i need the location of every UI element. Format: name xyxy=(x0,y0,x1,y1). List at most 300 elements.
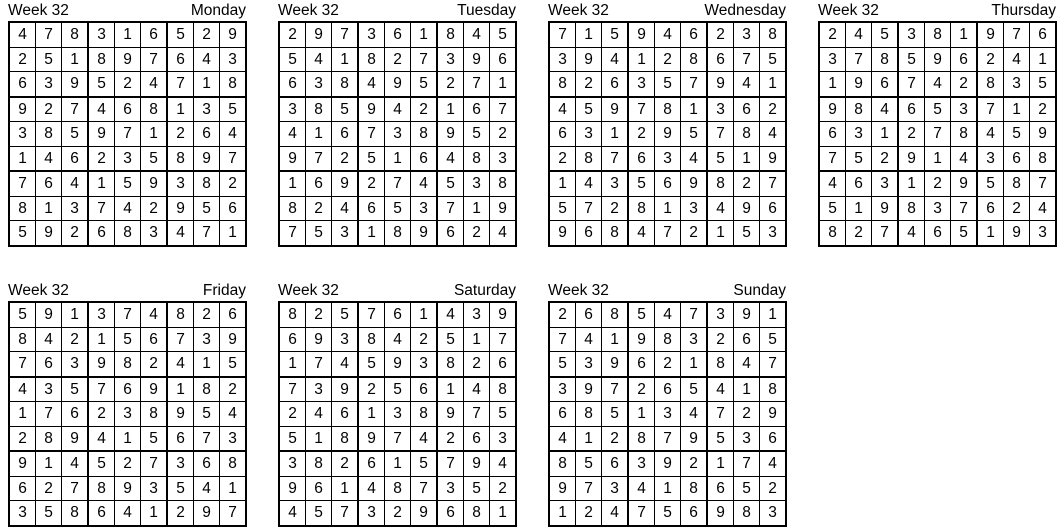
grid-cell: 2 xyxy=(576,501,602,526)
grid-cell: 4 xyxy=(760,122,787,147)
grid-cell: 2 xyxy=(358,377,385,402)
grid-cell: 8 xyxy=(549,451,576,476)
grid-cell: 2 xyxy=(411,97,438,122)
grid-cell: 2 xyxy=(602,196,629,221)
day-label: Friday xyxy=(202,282,246,299)
grid-cell: 4 xyxy=(62,451,89,476)
grid-cell: 5 xyxy=(279,426,306,451)
grid-cell: 1 xyxy=(332,476,359,501)
week-label: Week 32 xyxy=(278,2,339,19)
puzzle-header xyxy=(548,280,794,301)
grid-cell: 4 xyxy=(760,451,787,476)
grid-cell: 5 xyxy=(9,302,36,327)
grid-cell: 6 xyxy=(602,72,629,97)
grid-cell: 6 xyxy=(898,97,925,122)
grid-cell: 7 xyxy=(437,196,464,221)
grid-cell: 6 xyxy=(194,451,220,476)
grid-cell: 7 xyxy=(681,302,708,327)
grid-row xyxy=(9,476,246,501)
grid-cell: 3 xyxy=(734,22,760,47)
grid-cell: 5 xyxy=(115,327,141,352)
grid-cell: 7 xyxy=(220,501,247,526)
grid-cell: 4 xyxy=(36,146,62,171)
grid-cell: 1 xyxy=(628,402,655,427)
grid-cell: 3 xyxy=(141,221,168,246)
grid-cell: 6 xyxy=(734,327,760,352)
grid-cell: 2 xyxy=(167,501,194,526)
grid-cell: 5 xyxy=(628,171,655,196)
grid-cell: 9 xyxy=(951,171,978,196)
grid-cell: 5 xyxy=(167,22,194,47)
week-label: Week 32 xyxy=(548,2,609,19)
grid-cell: 2 xyxy=(734,402,760,427)
week-label: Week 32 xyxy=(8,2,69,19)
grid-cell: 1 xyxy=(760,302,787,327)
grid-cell: 3 xyxy=(464,302,490,327)
grid-cell: 6 xyxy=(655,171,681,196)
grid-cell: 6 xyxy=(576,302,602,327)
grid-cell: 9 xyxy=(655,451,681,476)
grid-cell: 2 xyxy=(115,451,141,476)
grid-cell: 4 xyxy=(115,501,141,526)
grid-cell: 1 xyxy=(898,171,925,196)
grid-cell: 4 xyxy=(872,97,899,122)
grid-cell: 9 xyxy=(576,47,602,72)
grid-cell: 4 xyxy=(707,377,734,402)
grid-cell: 2 xyxy=(1004,196,1030,221)
grid-cell: 1 xyxy=(220,476,247,501)
grid-cell: 6 xyxy=(141,22,168,47)
grid-cell: 2 xyxy=(437,426,464,451)
grid-cell: 9 xyxy=(411,221,438,246)
sudoku-grid xyxy=(8,21,247,247)
grid-cell: 8 xyxy=(846,97,872,122)
grid-cell: 3 xyxy=(332,327,359,352)
week-label: Week 32 xyxy=(548,282,609,299)
grid-cell: 9 xyxy=(332,377,359,402)
grid-cell: 5 xyxy=(411,451,438,476)
grid-row xyxy=(9,221,246,246)
grid-cell: 5 xyxy=(819,196,846,221)
grid-cell: 5 xyxy=(437,327,464,352)
grid-cell: 9 xyxy=(194,501,220,526)
grid-cell: 9 xyxy=(411,501,438,526)
grid-cell: 9 xyxy=(115,47,141,72)
grid-cell: 2 xyxy=(707,327,734,352)
grid-cell: 2 xyxy=(628,122,655,147)
grid-cell: 1 xyxy=(62,47,89,72)
grid-cell: 1 xyxy=(490,501,517,526)
grid-cell: 9 xyxy=(576,377,602,402)
grid-cell: 2 xyxy=(88,146,115,171)
grid-cell: 8 xyxy=(1030,146,1057,171)
grid-cell: 1 xyxy=(358,221,385,246)
grid-cell: 8 xyxy=(332,426,359,451)
grid-cell: 8 xyxy=(490,377,517,402)
grid-cell: 2 xyxy=(655,352,681,377)
grid-cell: 9 xyxy=(628,22,655,47)
grid-cell: 8 xyxy=(655,327,681,352)
grid-cell: 7 xyxy=(707,402,734,427)
grid-cell: 3 xyxy=(220,47,247,72)
grid-cell: 1 xyxy=(306,122,332,147)
grid-cell: 2 xyxy=(437,72,464,97)
grid-cell: 9 xyxy=(549,476,576,501)
grid-cell: 4 xyxy=(141,302,168,327)
grid-cell: 6 xyxy=(167,47,194,72)
grid-cell: 1 xyxy=(36,196,62,221)
grid-cell: 7 xyxy=(411,476,438,501)
grid-cell: 5 xyxy=(872,22,899,47)
grid-cell: 7 xyxy=(576,476,602,501)
grid-cell: 8 xyxy=(549,72,576,97)
grid-cell: 6 xyxy=(977,196,1004,221)
grid-row xyxy=(9,352,246,377)
grid-cell: 8 xyxy=(167,302,194,327)
grid-row xyxy=(9,22,246,47)
grid-cell: 6 xyxy=(1004,146,1030,171)
grid-cell: 1 xyxy=(576,22,602,47)
grid-cell: 8 xyxy=(760,377,787,402)
grid-cell: 8 xyxy=(602,302,629,327)
grid-cell: 3 xyxy=(194,327,220,352)
grid-row xyxy=(279,122,516,147)
grid-cell: 8 xyxy=(437,352,464,377)
grid-cell: 6 xyxy=(437,501,464,526)
grid-cell: 6 xyxy=(464,426,490,451)
grid-cell: 5 xyxy=(279,47,306,72)
grid-cell: 2 xyxy=(464,352,490,377)
grid-cell: 5 xyxy=(760,327,787,352)
grid-cell: 7 xyxy=(951,196,978,221)
day-label: Monday xyxy=(190,2,246,19)
grid-cell: 2 xyxy=(332,146,359,171)
grid-cell: 3 xyxy=(167,451,194,476)
grid-cell: 2 xyxy=(951,72,978,97)
grid-cell: 7 xyxy=(36,402,62,427)
grid-row xyxy=(9,171,246,196)
grid-cell: 7 xyxy=(358,122,385,147)
grid-cell: 9 xyxy=(760,402,787,427)
grid-cell: 7 xyxy=(819,146,846,171)
grid-cell: 3 xyxy=(628,451,655,476)
grid-cell: 3 xyxy=(1004,72,1030,97)
grid-cell: 6 xyxy=(385,22,411,47)
grid-cell: 4 xyxy=(115,196,141,221)
grid-cell: 9 xyxy=(846,72,872,97)
grid-cell: 7 xyxy=(194,426,220,451)
grid-cell: 1 xyxy=(681,97,708,122)
grid-cell: 2 xyxy=(707,22,734,47)
grid-cell: 1 xyxy=(490,72,517,97)
grid-cell: 7 xyxy=(385,426,411,451)
grid-cell: 8 xyxy=(306,451,332,476)
grid-cell: 9 xyxy=(9,97,36,122)
grid-row xyxy=(549,377,786,402)
week-label: Week 32 xyxy=(278,282,339,299)
grid-cell: 6 xyxy=(549,402,576,427)
grid-row xyxy=(279,72,516,97)
grid-cell: 6 xyxy=(36,352,62,377)
grid-cell: 1 xyxy=(602,122,629,147)
grid-row xyxy=(9,146,246,171)
grid-row xyxy=(9,196,246,221)
grid-cell: 2 xyxy=(549,302,576,327)
grid-cell: 6 xyxy=(332,122,359,147)
grid-row xyxy=(9,122,246,147)
grid-cell: 9 xyxy=(279,146,306,171)
grid-cell: 3 xyxy=(385,402,411,427)
grid-cell: 2 xyxy=(411,327,438,352)
grid-cell: 7 xyxy=(385,171,411,196)
grid-cell: 6 xyxy=(279,327,306,352)
week-label: Week 32 xyxy=(818,2,879,19)
grid-cell: 8 xyxy=(141,97,168,122)
grid-cell: 2 xyxy=(628,377,655,402)
grid-cell: 1 xyxy=(279,352,306,377)
grid-cell: 8 xyxy=(1004,171,1030,196)
grid-cell: 1 xyxy=(846,196,872,221)
grid-row xyxy=(549,221,786,246)
grid-cell: 7 xyxy=(707,122,734,147)
grid-cell: 5 xyxy=(707,146,734,171)
grid-cell: 1 xyxy=(115,426,141,451)
grid-cell: 2 xyxy=(898,122,925,147)
grid-cell: 7 xyxy=(760,171,787,196)
grid-cell: 6 xyxy=(220,302,247,327)
grid-cell: 9 xyxy=(898,146,925,171)
grid-cell: 9 xyxy=(681,171,708,196)
grid-cell: 9 xyxy=(490,302,517,327)
grid-cell: 1 xyxy=(707,451,734,476)
grid-cell: 8 xyxy=(655,97,681,122)
grid-cell: 1 xyxy=(9,402,36,427)
grid-cell: 8 xyxy=(9,196,36,221)
grid-cell: 1 xyxy=(655,196,681,221)
grid-cell: 3 xyxy=(88,302,115,327)
grid-cell: 1 xyxy=(88,171,115,196)
grid-cell: 8 xyxy=(36,122,62,147)
grid-cell: 1 xyxy=(681,352,708,377)
grid-cell: 3 xyxy=(194,97,220,122)
grid-cell: 4 xyxy=(88,426,115,451)
grid-cell: 3 xyxy=(115,402,141,427)
grid-row xyxy=(279,97,516,122)
grid-cell: 5 xyxy=(220,352,247,377)
grid-cell: 8 xyxy=(88,47,115,72)
grid-cell: 5 xyxy=(846,146,872,171)
grid-cell: 1 xyxy=(358,402,385,427)
grid-cell: 1 xyxy=(115,22,141,47)
grid-cell: 3 xyxy=(707,97,734,122)
grid-cell: 9 xyxy=(9,451,36,476)
grid-cell: 7 xyxy=(490,97,517,122)
grid-cell: 7 xyxy=(490,327,517,352)
grid-cell: 7 xyxy=(411,47,438,72)
grid-cell: 3 xyxy=(734,426,760,451)
grid-cell: 3 xyxy=(602,171,629,196)
grid-cell: 6 xyxy=(490,352,517,377)
grid-cell: 3 xyxy=(385,122,411,147)
grid-cell: 7 xyxy=(898,72,925,97)
grid-cell: 3 xyxy=(358,501,385,526)
grid-cell: 1 xyxy=(385,451,411,476)
grid-cell: 6 xyxy=(951,47,978,72)
grid-cell: 6 xyxy=(760,196,787,221)
sudoku-grid xyxy=(8,301,247,527)
grid-cell: 8 xyxy=(628,426,655,451)
grid-cell: 1 xyxy=(549,171,576,196)
grid-cell: 9 xyxy=(115,476,141,501)
grid-row xyxy=(819,146,1056,171)
grid-cell: 9 xyxy=(872,196,899,221)
grid-cell: 6 xyxy=(411,377,438,402)
grid-cell: 7 xyxy=(220,146,247,171)
grid-row xyxy=(279,451,516,476)
grid-cell: 4 xyxy=(549,97,576,122)
grid-cell: 7 xyxy=(602,377,629,402)
grid-cell: 8 xyxy=(358,47,385,72)
grid-cell: 6 xyxy=(279,72,306,97)
grid-cell: 3 xyxy=(464,171,490,196)
grid-cell: 7 xyxy=(9,171,36,196)
grid-cell: 3 xyxy=(411,196,438,221)
grid-row xyxy=(279,426,516,451)
grid-row xyxy=(9,426,246,451)
grid-cell: 4 xyxy=(602,501,629,526)
grid-cell: 4 xyxy=(220,402,247,427)
grid-cell: 7 xyxy=(141,451,168,476)
grid-cell: 6 xyxy=(88,501,115,526)
grid-cell: 3 xyxy=(898,22,925,47)
grid-cell: 4 xyxy=(167,352,194,377)
grid-cell: 5 xyxy=(655,72,681,97)
grid-row xyxy=(9,451,246,476)
grid-cell: 5 xyxy=(734,221,760,246)
grid-cell: 9 xyxy=(734,196,760,221)
grid-cell: 9 xyxy=(141,377,168,402)
grid-cell: 3 xyxy=(62,352,89,377)
sudoku-grid xyxy=(278,301,517,527)
grid-cell: 1 xyxy=(279,171,306,196)
grid-cell: 3 xyxy=(115,146,141,171)
grid-row xyxy=(549,97,786,122)
grid-cell: 9 xyxy=(464,451,490,476)
grid-cell: 5 xyxy=(36,47,62,72)
grid-cell: 6 xyxy=(872,72,899,97)
grid-cell: 8 xyxy=(411,402,438,427)
grid-cell: 7 xyxy=(279,221,306,246)
grid-cell: 6 xyxy=(846,171,872,196)
grid-cell: 5 xyxy=(549,352,576,377)
grid-cell: 7 xyxy=(628,97,655,122)
grid-cell: 7 xyxy=(167,72,194,97)
grid-cell: 2 xyxy=(332,451,359,476)
grid-cell: 8 xyxy=(951,122,978,147)
grid-cell: 1 xyxy=(167,377,194,402)
grid-cell: 6 xyxy=(655,377,681,402)
grid-row xyxy=(819,22,1056,47)
grid-row xyxy=(549,146,786,171)
grid-cell: 6 xyxy=(358,451,385,476)
grid-cell: 3 xyxy=(306,72,332,97)
grid-cell: 3 xyxy=(332,221,359,246)
grid-cell: 8 xyxy=(194,171,220,196)
grid-cell: 2 xyxy=(279,402,306,427)
grid-cell: 4 xyxy=(681,402,708,427)
grid-cell: 6 xyxy=(437,221,464,246)
grid-cell: 8 xyxy=(464,501,490,526)
grid-cell: 6 xyxy=(464,97,490,122)
grid-cell: 1 xyxy=(411,302,438,327)
grid-cell: 4 xyxy=(464,377,490,402)
grid-cell: 2 xyxy=(167,122,194,147)
grid-cell: 7 xyxy=(358,302,385,327)
grid-cell: 9 xyxy=(385,352,411,377)
grid-cell: 4 xyxy=(707,196,734,221)
grid-cell: 3 xyxy=(1030,221,1057,246)
grid-cell: 9 xyxy=(760,146,787,171)
grid-cell: 5 xyxy=(628,302,655,327)
grid-cell: 3 xyxy=(707,302,734,327)
grid-cell: 7 xyxy=(464,72,490,97)
grid-cell: 9 xyxy=(88,352,115,377)
grid-cell: 6 xyxy=(734,97,760,122)
grid-row xyxy=(279,327,516,352)
grid-cell: 2 xyxy=(358,171,385,196)
grid-cell: 7 xyxy=(872,221,899,246)
grid-cell: 8 xyxy=(464,146,490,171)
grid-cell: 5 xyxy=(385,196,411,221)
grid-cell: 5 xyxy=(332,97,359,122)
grid-cell: 5 xyxy=(88,451,115,476)
grid-cell: 2 xyxy=(760,97,787,122)
grid-row xyxy=(549,451,786,476)
grid-cell: 2 xyxy=(681,221,708,246)
grid-cell: 2 xyxy=(194,22,220,47)
grid-cell: 4 xyxy=(306,402,332,427)
grid-row xyxy=(549,402,786,427)
grid-row xyxy=(279,377,516,402)
grid-cell: 9 xyxy=(437,402,464,427)
grid-cell: 8 xyxy=(220,72,247,97)
grid-cell: 9 xyxy=(332,171,359,196)
grid-cell: 9 xyxy=(220,327,247,352)
grid-cell: 9 xyxy=(681,426,708,451)
grid-cell: 1 xyxy=(220,221,247,246)
grid-cell: 4 xyxy=(549,426,576,451)
grid-cell: 6 xyxy=(628,352,655,377)
grid-cell: 4 xyxy=(846,22,872,47)
grid-cell: 4 xyxy=(9,22,36,47)
grid-cell: 3 xyxy=(819,47,846,72)
grid-cell: 3 xyxy=(576,352,602,377)
grid-row xyxy=(279,47,516,72)
grid-row xyxy=(9,72,246,97)
grid-cell: 1 xyxy=(88,327,115,352)
grid-cell: 6 xyxy=(628,146,655,171)
grid-cell: 4 xyxy=(490,221,517,246)
grid-cell: 1 xyxy=(819,72,846,97)
grid-cell: 2 xyxy=(602,426,629,451)
sudoku-puzzle xyxy=(8,280,254,527)
grid-cell: 5 xyxy=(358,352,385,377)
grid-cell: 7 xyxy=(681,72,708,97)
grid-cell: 4 xyxy=(464,22,490,47)
grid-cell: 9 xyxy=(734,302,760,327)
grid-cell: 4 xyxy=(385,97,411,122)
grid-cell: 1 xyxy=(655,476,681,501)
